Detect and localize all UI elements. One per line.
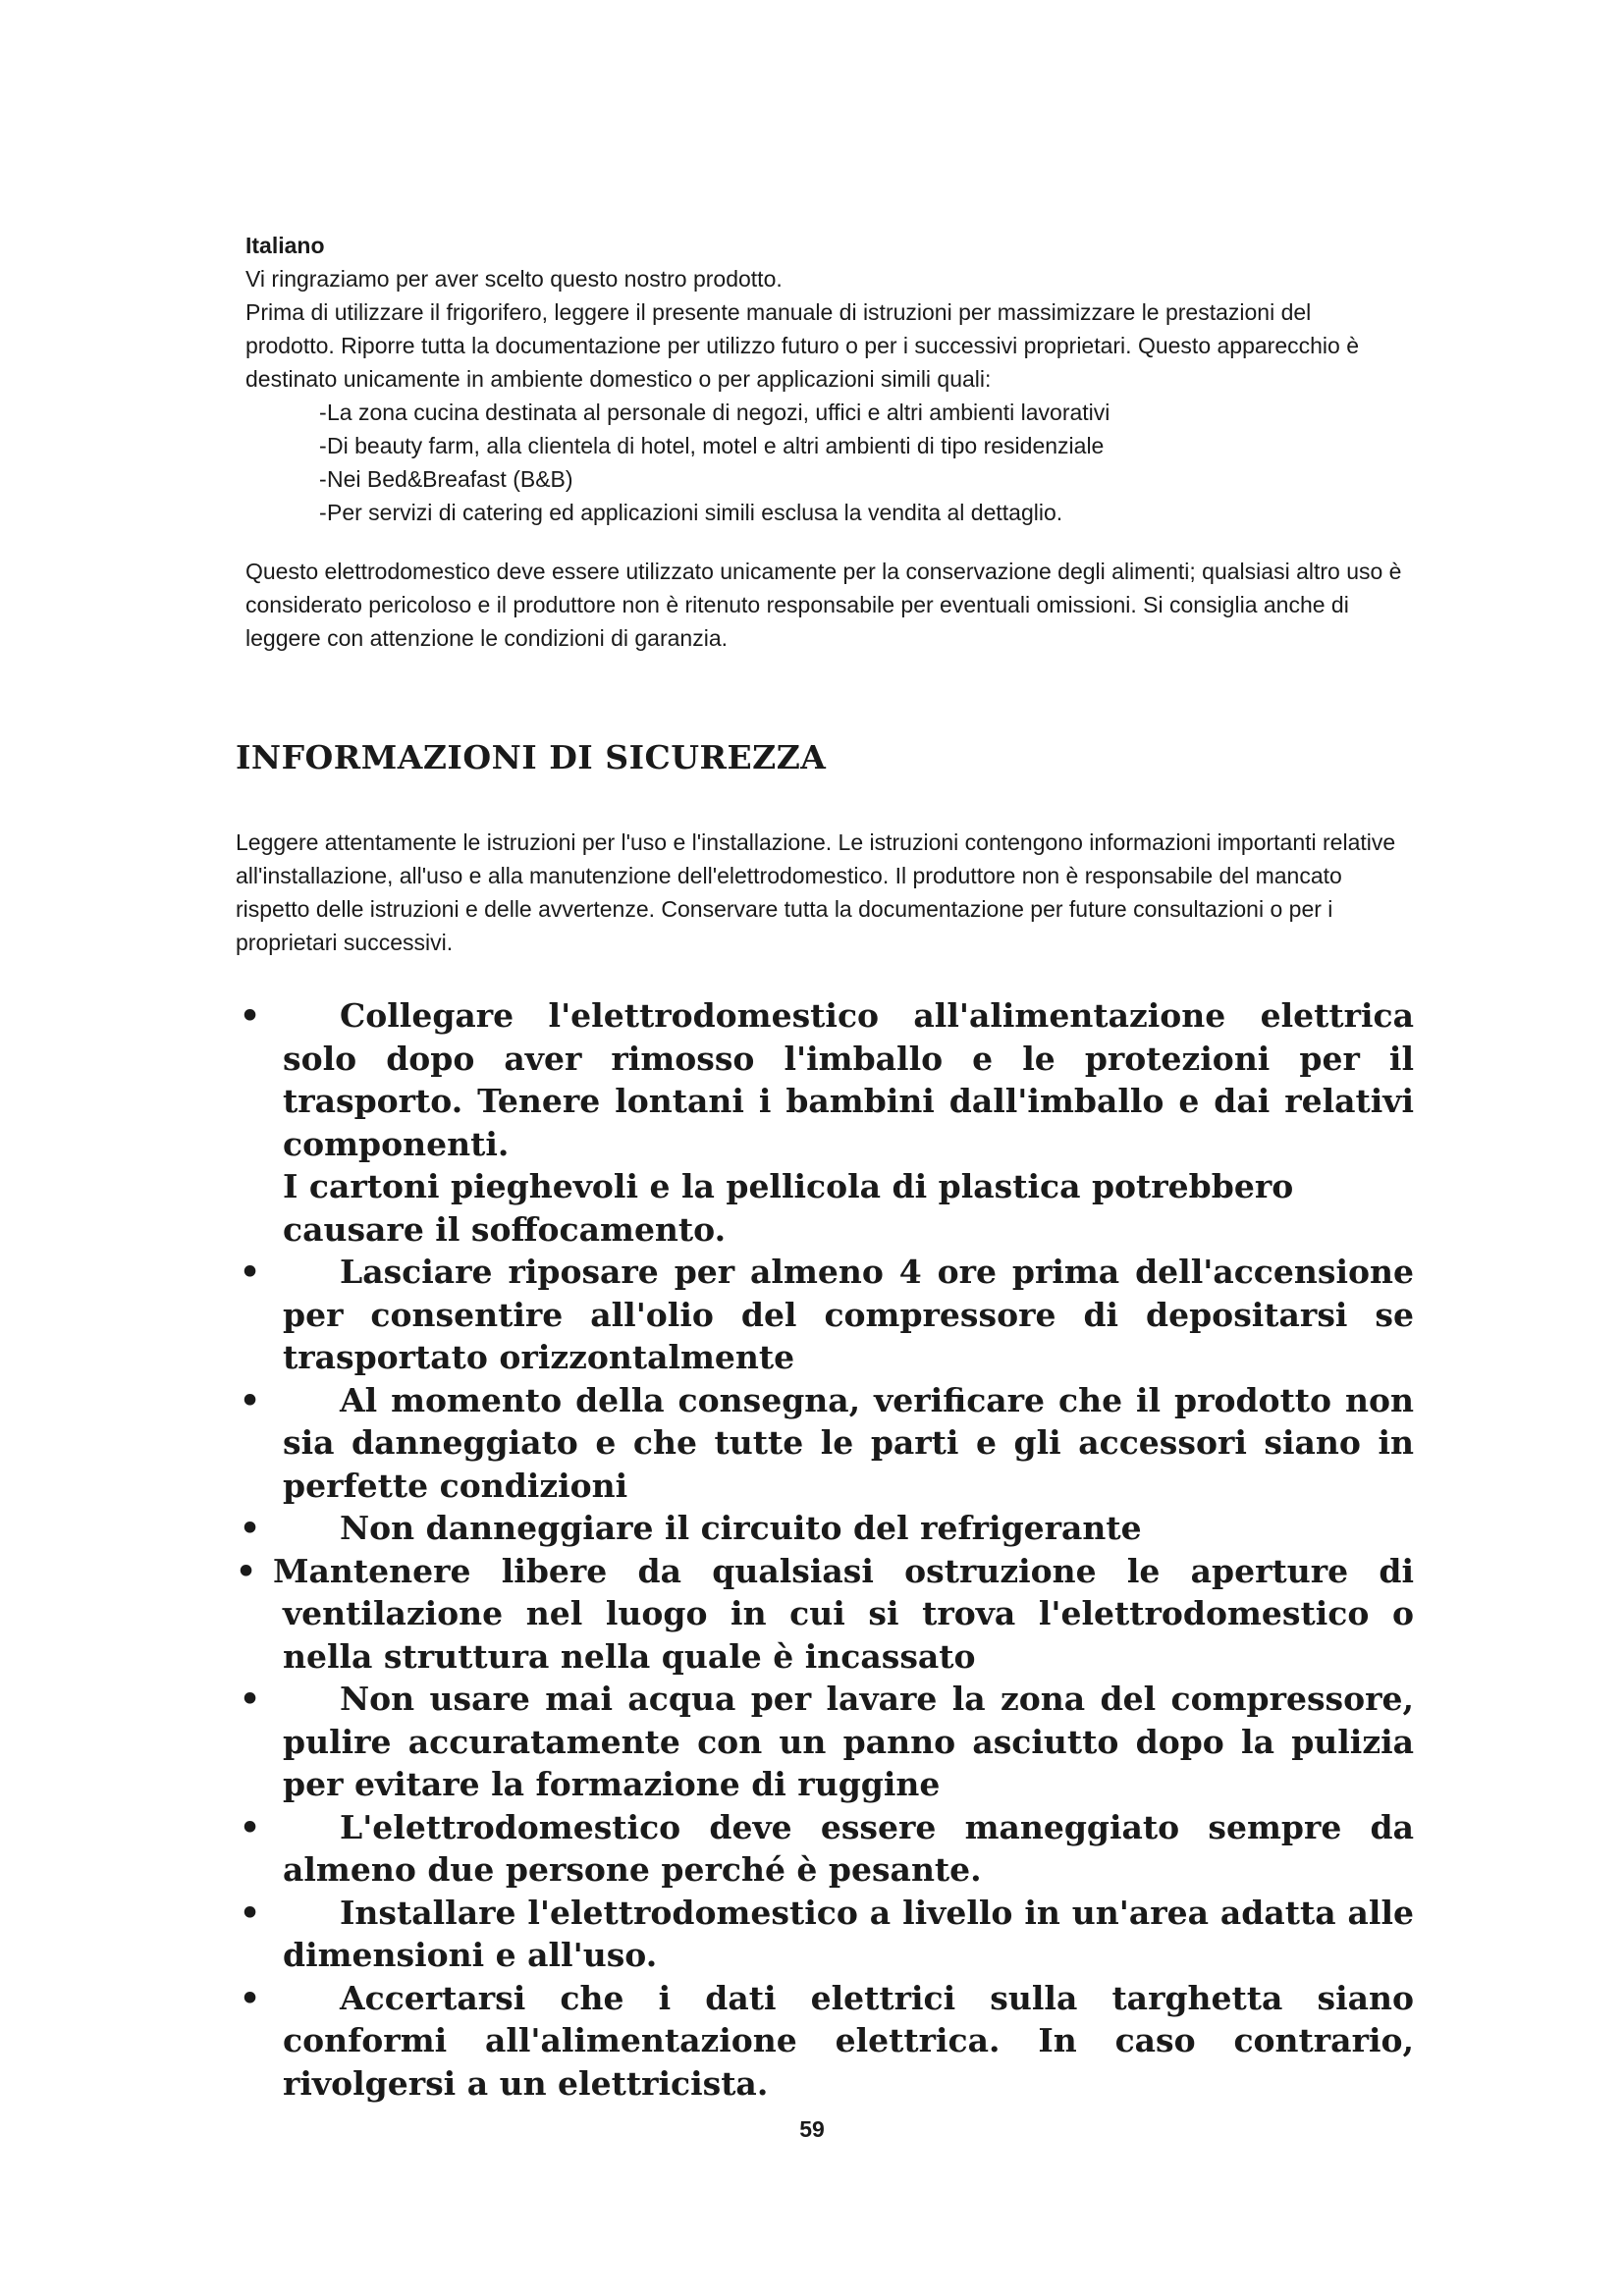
dash-marker: -: [319, 466, 327, 492]
usage-item-text: Nei Bed&Breafast (B&B): [327, 466, 573, 492]
safety-bullet: [236, 1251, 1414, 1379]
use-notice: Questo elettrodomestico deve essere utilizzato unicamente per la conservazione degli alimenti; qualsiasi altro uso è considerato pericoloso e il produttore non è ritenuto responsabile per eventuali omissioni. Si consiglia anche di leggere con attenzione le condizioni di garanzia.: [245, 559, 1402, 651]
bullet-text: Al momento della consegna, verificare che il prodotto non sia danneggiato e che tutte le parti e gli accessori siano in perfette condizioni: [283, 1380, 1414, 1505]
dash-marker: -: [319, 500, 327, 525]
intro-section: [245, 229, 1404, 655]
bullet-text: Installare l'elettrodomestico a livello in un'area adatta alle dimensioni e all'uso.: [283, 1893, 1414, 1974]
safety-bullet: [236, 1379, 1414, 1508]
safety-title: INFORMAZIONI DI SICUREZZA: [236, 738, 827, 776]
page-number: 59: [799, 2116, 825, 2142]
language-label: Italiano: [245, 233, 325, 258]
bullet-text: Accertarsi che i dati elettrici sulla targhetta siano conformi all'alimentazione elettrica. In caso contrario, rivolgersi a un elettricista.: [283, 1978, 1414, 2103]
safety-bullet: [236, 1806, 1414, 1892]
safety-bullet: [236, 1550, 1414, 1679]
thanks-text: Vi ringraziamo per aver scelto questo nostro prodotto.: [245, 266, 783, 292]
bullet-icon: •: [240, 1893, 261, 1932]
safety-bullet: [236, 1892, 1414, 1977]
bullet-text: Mantenere libere da qualsiasi ostruzione le aperture di ventilazione nel luogo in cui si trova l'elettrodomestico o nella struttura nella quale è incassato: [273, 1551, 1414, 1676]
bullet-icon: •: [240, 1253, 261, 1291]
usage-item: [319, 429, 1404, 462]
bullet-extra-text: I cartoni pieghevoli e la pellicola di plastica potrebbero causare il soffocamento.: [283, 1167, 1294, 1249]
usage-item-text: Di beauty farm, alla clientela di hotel, motel e altri ambienti di tipo residenziale: [327, 433, 1105, 458]
usage-item: [319, 396, 1404, 429]
safety-bullet-list: [236, 994, 1414, 2105]
intro-paragraph: Prima di utilizzare il frigorifero, leggere il presente manuale di istruzioni per massimizzare le prestazioni del prodotto. Riporre tutta la documentazione per utilizzo futuro o per i successivi proprietari. Questo apparecchio è destinato unicamente in ambiente domestico o per applicazioni simili quali:: [245, 299, 1359, 392]
bullet-icon: •: [240, 1680, 261, 1718]
usage-item: [319, 462, 1404, 496]
bullet-icon: •: [240, 996, 261, 1035]
bullet-text: Non usare mai acqua per lavare la zona del compressore, pulire accuratamente con un panno asciutto dopo la pulizia per evitare la formazione di ruggine: [283, 1680, 1414, 1803]
dash-marker: -: [319, 400, 327, 425]
usage-item-text: Per servizi di catering ed applicazioni simili esclusa la vendita al dettaglio.: [327, 500, 1063, 525]
bullet-icon: •: [240, 1978, 261, 2017]
safety-bullet: [236, 994, 1414, 1251]
safety-bullet: [236, 1977, 1414, 2106]
usage-item-text: La zona cucina destinata al personale di negozi, uffici e altri ambienti lavorativi: [327, 400, 1110, 425]
bullet-icon: •: [240, 1509, 261, 1547]
safety-bullet: [236, 1678, 1414, 1806]
spacer: [245, 529, 1404, 555]
bullet-text: Non danneggiare il circuito del refrigerante: [340, 1509, 1142, 1547]
dash-marker: -: [319, 433, 327, 458]
safety-bullet: [236, 1507, 1414, 1550]
bullet-text: Collegare l'elettrodomestico all'alimentazione elettrica solo dopo aver rimosso l'imballo e le protezioni per il trasporto. Tenere lontani i bambini dall'imballo e dai relativi componenti.: [283, 996, 1414, 1163]
bullet-icon: •: [240, 1807, 261, 1846]
usage-list: [245, 396, 1404, 529]
safety-intro: Leggere attentamente le istruzioni per l'uso e l'installazione. Le istruzioni contengono informazioni importanti relative all'installazione, all'uso e alla manutenzione dell'elettrodomestico. Il produttore non è responsabile del mancato rispetto delle istruzioni e delle avvertenze. Conservare tutta la documentazione per future consultazioni o per i proprietari successivi.: [236, 829, 1396, 955]
usage-item: [319, 496, 1404, 529]
bullet-icon: •: [236, 1551, 257, 1590]
bullet-text: Lasciare riposare per almeno 4 ore prima dell'accensione per consentire all'olio del compressore di depositarsi se trasportato orizzontalmente: [283, 1253, 1414, 1376]
bullet-icon: •: [240, 1380, 261, 1419]
bullet-text: L'elettrodomestico deve essere maneggiato sempre da almeno due persone perché è pesante.: [283, 1807, 1414, 1889]
